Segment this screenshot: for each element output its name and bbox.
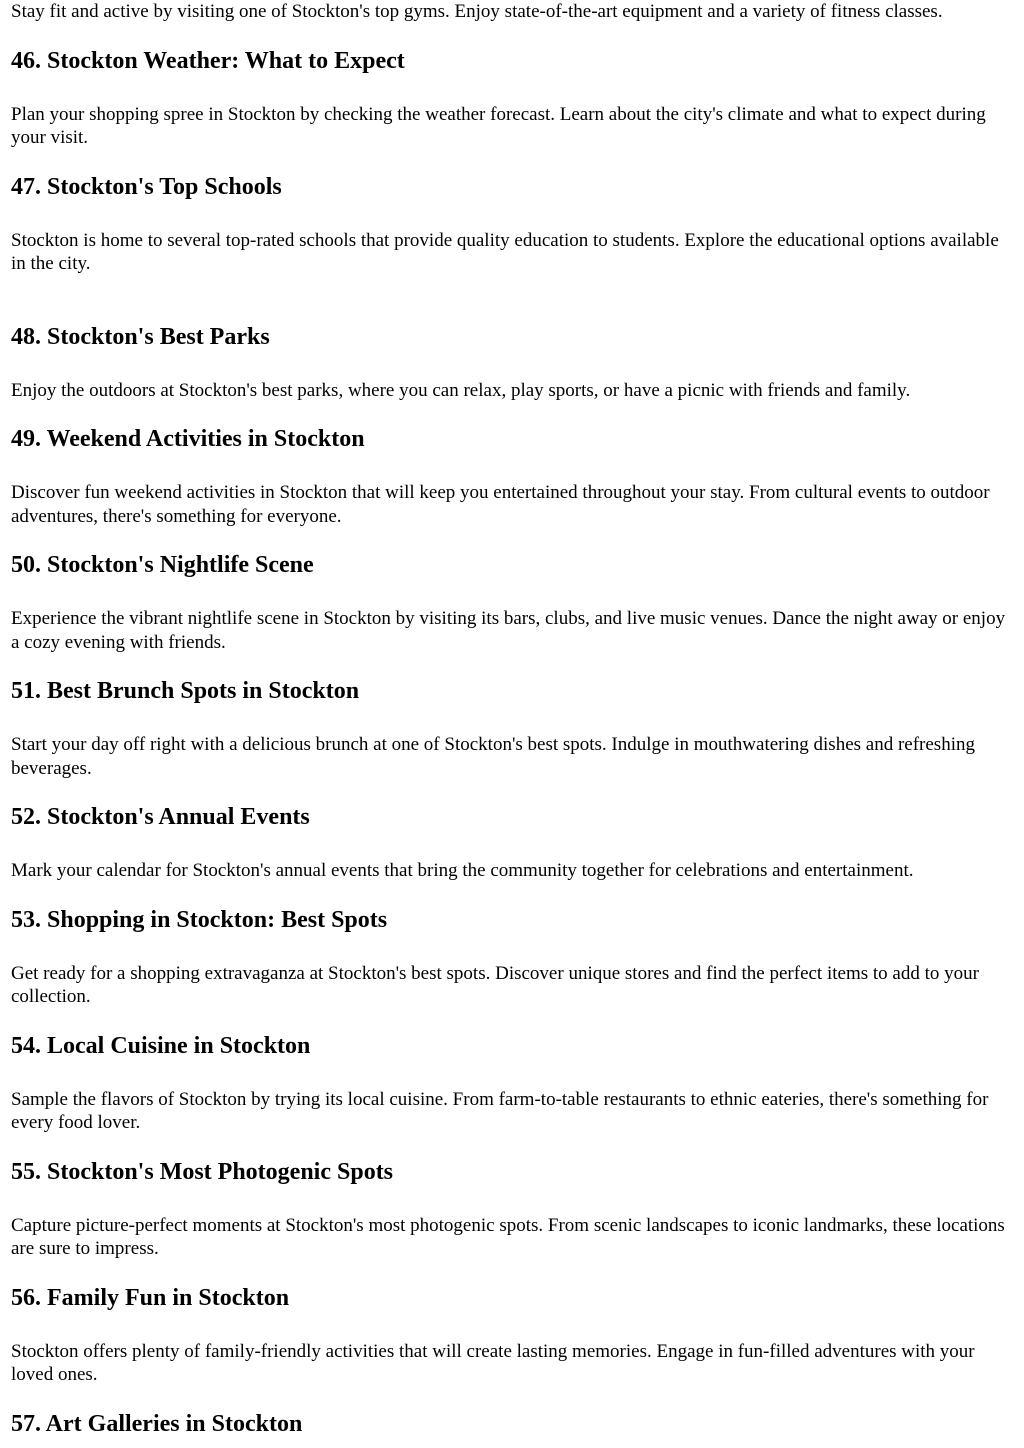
section-title-48: 48. Stockton's Best Parks	[11, 323, 270, 350]
section-title-50: 50. Stockton's Nightlife Scene	[11, 552, 314, 578]
section-title-47: 47. Stockton's Top Schools	[11, 173, 282, 200]
article-body	[11, 0, 1013, 1438]
section-text-48: Enjoy the outdoors at Stockton's best parks, where you can relax, play sports, or have a picnic with friends and family.	[11, 379, 911, 401]
section-title-51: 51. Best Brunch Spots in Stockton	[11, 678, 360, 704]
section-title-54: 54. Local Cuisine in Stockton	[11, 1032, 311, 1059]
section-title-52: 52. Stockton's Annual Events	[11, 804, 310, 830]
intro-paragraph: Stay fit and active by visiting one of Stockton's top gyms. Enjoy state-of-the-art equipment and a variety of fitness classes.	[11, 1, 943, 22]
section-text-49: Discover fun weekend activities in Stockton that will keep you entertained throughout your stay. From cultural events to outdoor adventures, there's something for everyone.	[11, 482, 990, 527]
section-title-49: 49. Weekend Activities in Stockton	[11, 426, 365, 452]
section-text-46: Plan your shopping spree in Stockton by checking the weather forecast. Learn about the city's climate and what to expect during your visit.	[11, 103, 986, 148]
section-title-46: 46. Stockton Weather: What to Expect	[11, 47, 405, 74]
section-title-56: 56. Family Fun in Stockton	[11, 1284, 290, 1311]
section-text-47: Stockton is home to several top-rated schools that provide quality education to students. Explore the educational options available in the city.	[11, 229, 999, 274]
section-text-53: Get ready for a shopping extravaganza at Stockton's best spots. Discover unique stores and find the perfect items to add to your collection.	[11, 962, 979, 1007]
section-title-57: 57. Art Galleries in Stockton	[11, 1410, 303, 1437]
section-text-55: Capture picture-perfect moments at Stockton's most photogenic spots. From scenic landscapes to iconic landmarks, these locations are sure to impress.	[11, 1214, 1005, 1259]
section-text-54: Sample the flavors of Stockton by trying its local cuisine. From farm-to-table restaurants to ethnic eateries, there's something for every food lover.	[11, 1088, 989, 1133]
section-text-52: Mark your calendar for Stockton's annual events that bring the community together for celebrations and entertainment.	[11, 860, 914, 881]
section-text-50: Experience the vibrant nightlife scene in Stockton by visiting its bars, clubs, and live music venues. Dance the night away or enjoy a cozy evening with friends.	[11, 608, 1006, 653]
section-title-55: 55. Stockton's Most Photogenic Spots	[11, 1158, 394, 1185]
section-text-51: Start your day off right with a delicious brunch at one of Stockton's best spots. Indulge in mouthwatering dishes and refreshing beverages.	[11, 734, 975, 779]
section-text-56: Stockton offers plenty of family-friendly activities that will create lasting memories. Engage in fun-filled adventures with your loved ones.	[11, 1340, 975, 1385]
section-title-53: 53. Shopping in Stockton: Best Spots	[11, 906, 388, 933]
